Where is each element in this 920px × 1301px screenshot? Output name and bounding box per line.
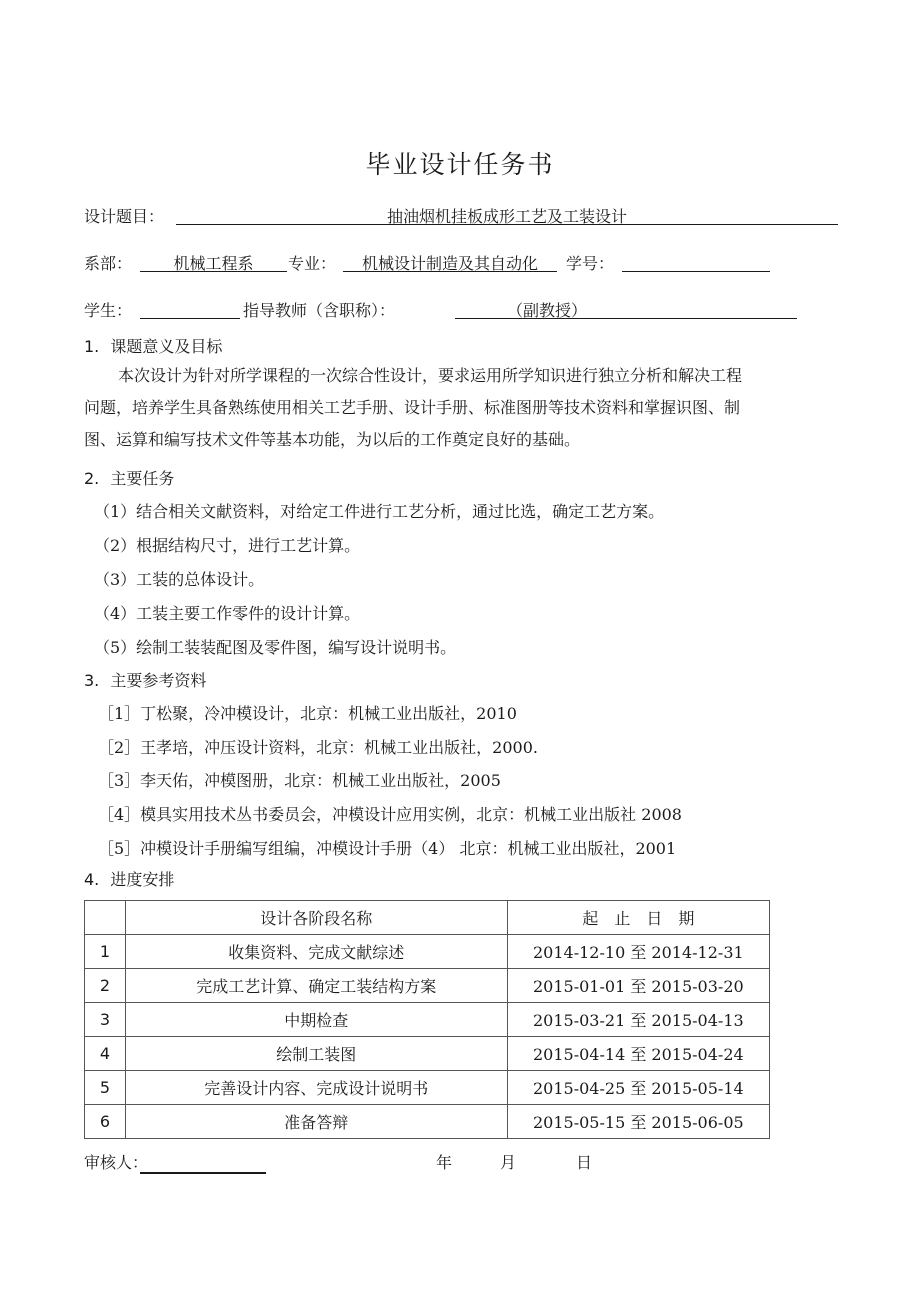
row-stage: 完善设计内容、完成设计说明书 (125, 1071, 507, 1105)
section2-heading (84, 466, 174, 489)
advisor-field[interactable] (455, 298, 797, 319)
table-header-row (85, 901, 770, 935)
advisor-label: 指导教师（含职称）： (243, 301, 396, 320)
reference-item: ［1］丁松聚，冷冲模设计，北京：机械工业出版社，2010 (98, 704, 517, 723)
section4-heading (84, 867, 174, 890)
document-title: 毕业设计任务书 (365, 150, 555, 179)
section3-title: 主要参考资料 (110, 671, 207, 690)
table-row (85, 1003, 770, 1037)
task-item: （2）根据结构尺寸，进行工艺计算。 (94, 536, 361, 555)
row-date: 2014-12-10 至 2014-12-31 (507, 935, 769, 969)
table-row (85, 1105, 770, 1139)
row-num: 6 (85, 1105, 126, 1139)
section1-line-text: 本次设计为针对所学课程的一次综合性设计，要求运用所学知识进行独立分析和解决工程 (118, 366, 743, 385)
reference-item: ［5］冲模设计手册编写组编，冲模设计手册（4） 北京：机械工业出版社，2001 (98, 839, 677, 858)
header-stage-cell: 设计各阶段名称 (125, 901, 507, 935)
reviewer-field[interactable] (140, 1150, 266, 1174)
table-row (85, 1037, 770, 1071)
month-label: 月 (500, 1153, 517, 1172)
section3-number: 3. (84, 671, 100, 690)
row-num: 4 (85, 1037, 126, 1071)
task-item: （4）工装主要工作零件的设计计算。 (94, 604, 361, 623)
reference-item: ［2］王孝培，冲压设计资料，北京：机械工业出版社，2000. (98, 738, 538, 757)
advisor-value: （副教授） (507, 301, 588, 320)
reference-item: ［3］李天佑，冲模图册，北京：机械工业出版社，2005 (98, 771, 501, 790)
table-row (85, 969, 770, 1003)
section4-number: 4. (84, 870, 100, 889)
row-num: 5 (85, 1071, 126, 1105)
header-date-cell: 起 止 日 期 (507, 901, 769, 935)
section1-title: 课题意义及目标 (110, 337, 223, 356)
section4-title: 进度安排 (110, 870, 175, 889)
row-stage: 收集资料、完成文献综述 (125, 935, 507, 969)
section1-line: 图、运算和编写技术文件等基本功能，为以后的工作奠定良好的基础。 (84, 430, 581, 449)
dept-label: 系部： (84, 254, 133, 273)
section3-heading (84, 668, 206, 691)
row-stage: 完成工艺计算、确定工装结构方案 (125, 969, 507, 1003)
row-date: 2015-05-15 至 2015-06-05 (507, 1105, 769, 1139)
schedule-table (84, 900, 770, 1139)
row-stage: 准备答辩 (125, 1105, 507, 1139)
task-item: （1）结合相关文献资料，对给定工件进行工艺分析，通过比选，确定工艺方案。 (94, 502, 665, 521)
section1-line: 问题，培养学生具备熟练使用相关工艺手册、设计手册、标准图册等技术资料和掌握识图、制 (84, 398, 741, 417)
major-value: 机械设计制造及其自动化 (361, 254, 538, 273)
row-date: 2015-04-25 至 2015-05-14 (507, 1071, 769, 1105)
task-item: （3）工装的总体设计。 (94, 570, 265, 589)
header-num-cell (85, 901, 126, 935)
day-label: 日 (576, 1153, 593, 1172)
section2-number: 2. (84, 469, 100, 488)
year-label: 年 (436, 1153, 453, 1172)
row-stage: 绘制工装图 (125, 1037, 507, 1071)
task-item: （5）绘制工装装配图及零件图，编写设计说明书。 (94, 638, 457, 657)
section1-number: 1. (84, 337, 100, 356)
row-num: 3 (85, 1003, 126, 1037)
row-stage: 中期检查 (125, 1003, 507, 1037)
major-label: 专业： (288, 254, 337, 273)
topic-field[interactable] (176, 204, 838, 225)
section1-body (84, 360, 840, 456)
dept-value: 机械工程系 (173, 254, 254, 273)
topic-value: 抽油烟机挂板成形工艺及工装设计 (386, 207, 627, 226)
topic-label: 设计题目： (84, 207, 165, 226)
reference-item: ［4］模具实用技术丛书委员会，冲模设计应用实例，北京：机械工业出版社 2008 (98, 805, 682, 824)
student-id-label: 学号： (566, 254, 615, 273)
section1-line (84, 360, 840, 392)
major-field[interactable] (343, 251, 557, 272)
row-date: 2015-01-01 至 2015-03-20 (507, 969, 769, 1003)
row-date: 2015-03-21 至 2015-04-13 (507, 1003, 769, 1037)
reviewer-label: 审核人： (84, 1153, 149, 1172)
student-field[interactable] (140, 298, 240, 319)
row-num: 1 (85, 935, 126, 969)
row-date: 2015-04-14 至 2015-04-24 (507, 1037, 769, 1071)
row-num: 2 (85, 969, 126, 1003)
section2-title: 主要任务 (110, 469, 175, 488)
student-id-field[interactable] (622, 251, 770, 272)
dept-field[interactable] (140, 251, 287, 272)
student-label: 学生： (84, 301, 133, 320)
table-row (85, 935, 770, 969)
table-row (85, 1071, 770, 1105)
section1-heading (84, 334, 222, 357)
